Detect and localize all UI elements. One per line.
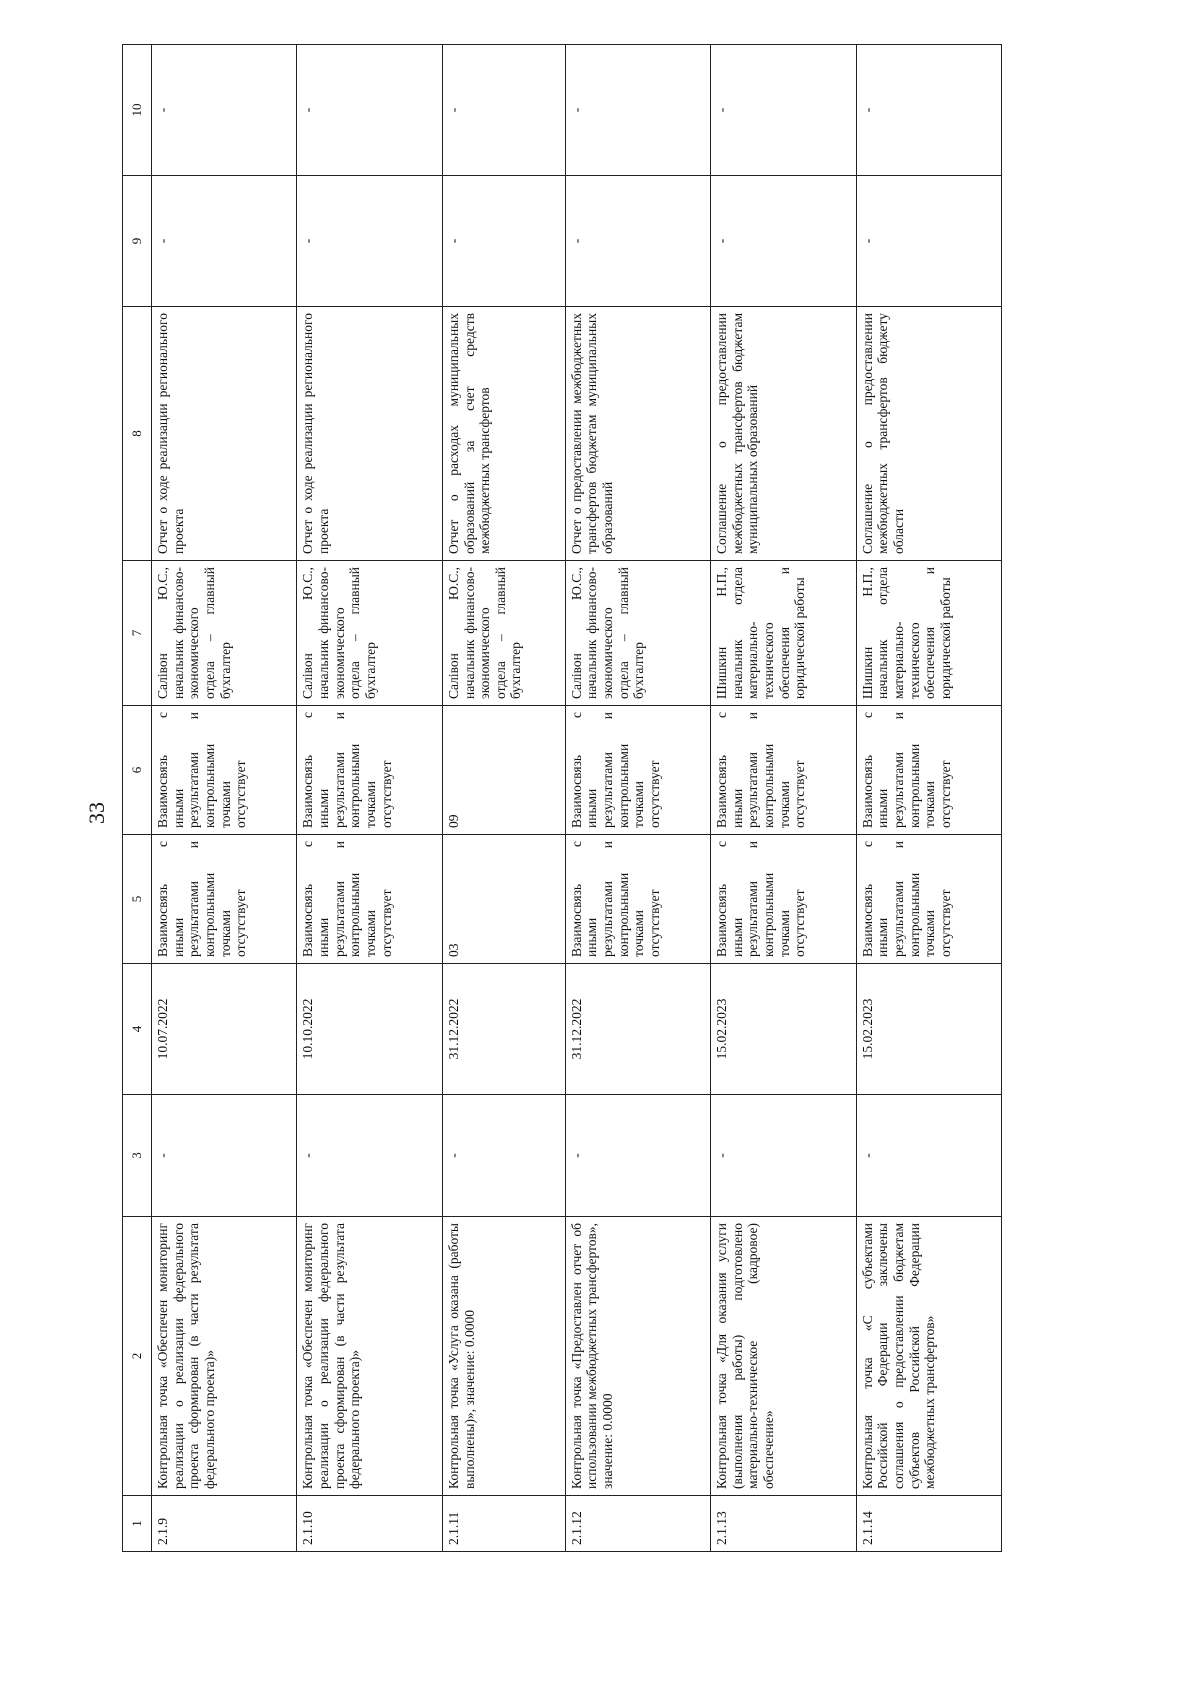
responsible-person: Салівон Ю.С., начальник финансово-экономического отдела – главный бухгалтер: [297, 561, 442, 706]
header-cell: 4: [123, 964, 152, 1095]
deadline-date: 31.12.2022: [565, 964, 710, 1095]
deadline-date: 10.10.2022: [297, 964, 442, 1095]
deadline-date: 31.12.2022: [442, 964, 565, 1095]
responsible-person: Салівон Ю.С., начальник финансово-экономического отдела – главный бухгалтер: [442, 561, 565, 706]
row-number: 2.1.9: [152, 1496, 297, 1552]
cell-col10: -: [856, 45, 1001, 176]
table-row: [442, 45, 565, 1552]
deadline-date: 15.02.2023: [711, 964, 856, 1095]
cell-col3: -: [152, 1095, 297, 1217]
row-number: 2.1.11: [442, 1496, 565, 1552]
header-cell: 8: [123, 307, 152, 561]
control-points-table: [122, 44, 1002, 1552]
cell-col5: Взаимосвязь с иными результатами и контрольными точками отсутствует: [297, 835, 442, 964]
document-type: Отчет о ходе реализации регионального проекта: [297, 307, 442, 561]
cell-col6: Взаимосвязь с иными результатами и контрольными точками отсутствует: [711, 706, 856, 835]
cell-col6: Взаимосвязь с иными результатами и контрольными точками отсутствует: [152, 706, 297, 835]
cell-col5: Взаимосвязь с иными результатами и контрольными точками отсутствует: [152, 835, 297, 964]
responsible-person: Салівон Ю.С., начальник финансово-экономического отдела – главный бухгалтер: [152, 561, 297, 706]
control-point-name: Контрольная точка «Для оказания услуги (выполнения работы) подготовлено материально-техническое (кадровое) обеспечение»: [711, 1217, 856, 1496]
cell-col5: Взаимосвязь с иными результатами и контрольными точками отсутствует: [856, 835, 1001, 964]
control-point-name: Контрольная точка «Обеспечен мониторинг реализации о реализации федерального проекта сформирован (в части результата федерального проекта)»: [152, 1217, 297, 1496]
document-type: Отчет о ходе реализации регионального проекта: [152, 307, 297, 561]
cell-col3: -: [565, 1095, 710, 1217]
header-cell: 5: [123, 835, 152, 964]
document-type: Соглашение о предоставлении межбюджетных трансфертов бюджету области: [856, 307, 1001, 561]
document-type: Соглашение о предоставлении межбюджетных трансфертов бюджетам муниципальных образований: [711, 307, 856, 561]
cell-col10: -: [297, 45, 442, 176]
table-row: [565, 45, 710, 1552]
row-number: 2.1.13: [711, 1496, 856, 1552]
header-cell: 9: [123, 176, 152, 307]
responsible-person: Шишкин Н.П., начальник отдела материально-технического обеспечения и юридической работы: [856, 561, 1001, 706]
table-row: [711, 45, 856, 1552]
cell-col10: -: [565, 45, 710, 176]
document-type: Отчет о расходах муниципальных образований за счет средств межбюджетных трансфертов: [442, 307, 565, 561]
cell-col5: 03: [442, 835, 565, 964]
table-row: [297, 45, 442, 1552]
header-cell: 10: [123, 45, 152, 176]
page-number: 33: [84, 802, 109, 824]
cell-col10: -: [442, 45, 565, 176]
responsible-person: Шишкин Н.П., начальник отдела материально-технического обеспечения и юридической работы: [711, 561, 856, 706]
deadline-date: 15.02.2023: [856, 964, 1001, 1095]
deadline-date: 10.07.2022: [152, 964, 297, 1095]
cell-col3: -: [856, 1095, 1001, 1217]
row-number: 2.1.14: [856, 1496, 1001, 1552]
header-cell: 1: [123, 1496, 152, 1552]
cell-col6: Взаимосвязь с иными результатами и контрольными точками отсутствует: [565, 706, 710, 835]
cell-col10: -: [711, 45, 856, 176]
rotated-table-container: [122, 45, 1002, 1552]
table-row: [152, 45, 297, 1552]
document-type: Отчет о предоставлении межбюджетных трансфертов бюджетам муниципальных образований: [565, 307, 710, 561]
cell-col5: Взаимосвязь с иными результатами и контрольными точками отсутствует: [711, 835, 856, 964]
cell-col9: -: [152, 176, 297, 307]
cell-col5: Взаимосвязь с иными результатами и контрольными точками отсутствует: [565, 835, 710, 964]
cell-col9: -: [711, 176, 856, 307]
header-cell: 6: [123, 706, 152, 835]
cell-col6: Взаимосвязь с иными результатами и контрольными точками отсутствует: [297, 706, 442, 835]
row-number: 2.1.10: [297, 1496, 442, 1552]
cell-col6: Взаимосвязь с иными результатами и контрольными точками отсутствует: [856, 706, 1001, 835]
header-cell: 2: [123, 1217, 152, 1496]
control-point-name: Контрольная точка «С субъектами Российской Федерации заключены соглашения о предоставлении бюджетам субъектов Российской Федерации межбюджетных трансфертов»: [856, 1217, 1001, 1496]
cell-col10: -: [152, 45, 297, 176]
row-number: 2.1.12: [565, 1496, 710, 1552]
cell-col6: 09: [442, 706, 565, 835]
control-point-name: Контрольная точка «Услуга оказана (работы выполнены)», значение: 0.0000: [442, 1217, 565, 1496]
responsible-person: Салівон Ю.С., начальник финансово-экономического отдела – главный бухгалтер: [565, 561, 710, 706]
cell-col9: -: [565, 176, 710, 307]
cell-col9: -: [856, 176, 1001, 307]
cell-col9: -: [297, 176, 442, 307]
header-row: [123, 45, 152, 1552]
cell-col3: -: [711, 1095, 856, 1217]
cell-col3: -: [297, 1095, 442, 1217]
control-point-name: Контрольная точка «Обеспечен мониторинг реализации о реализации федерального проекта сформирован (в части результата федерального проекта)»: [297, 1217, 442, 1496]
table-row: [856, 45, 1001, 1552]
header-cell: 7: [123, 561, 152, 706]
header-cell: 3: [123, 1095, 152, 1217]
control-point-name: Контрольная точка «Предоставлен отчет об использовании межбюджетных трансфертов», значение: 0.0000: [565, 1217, 710, 1496]
cell-col9: -: [442, 176, 565, 307]
cell-col3: -: [442, 1095, 565, 1217]
